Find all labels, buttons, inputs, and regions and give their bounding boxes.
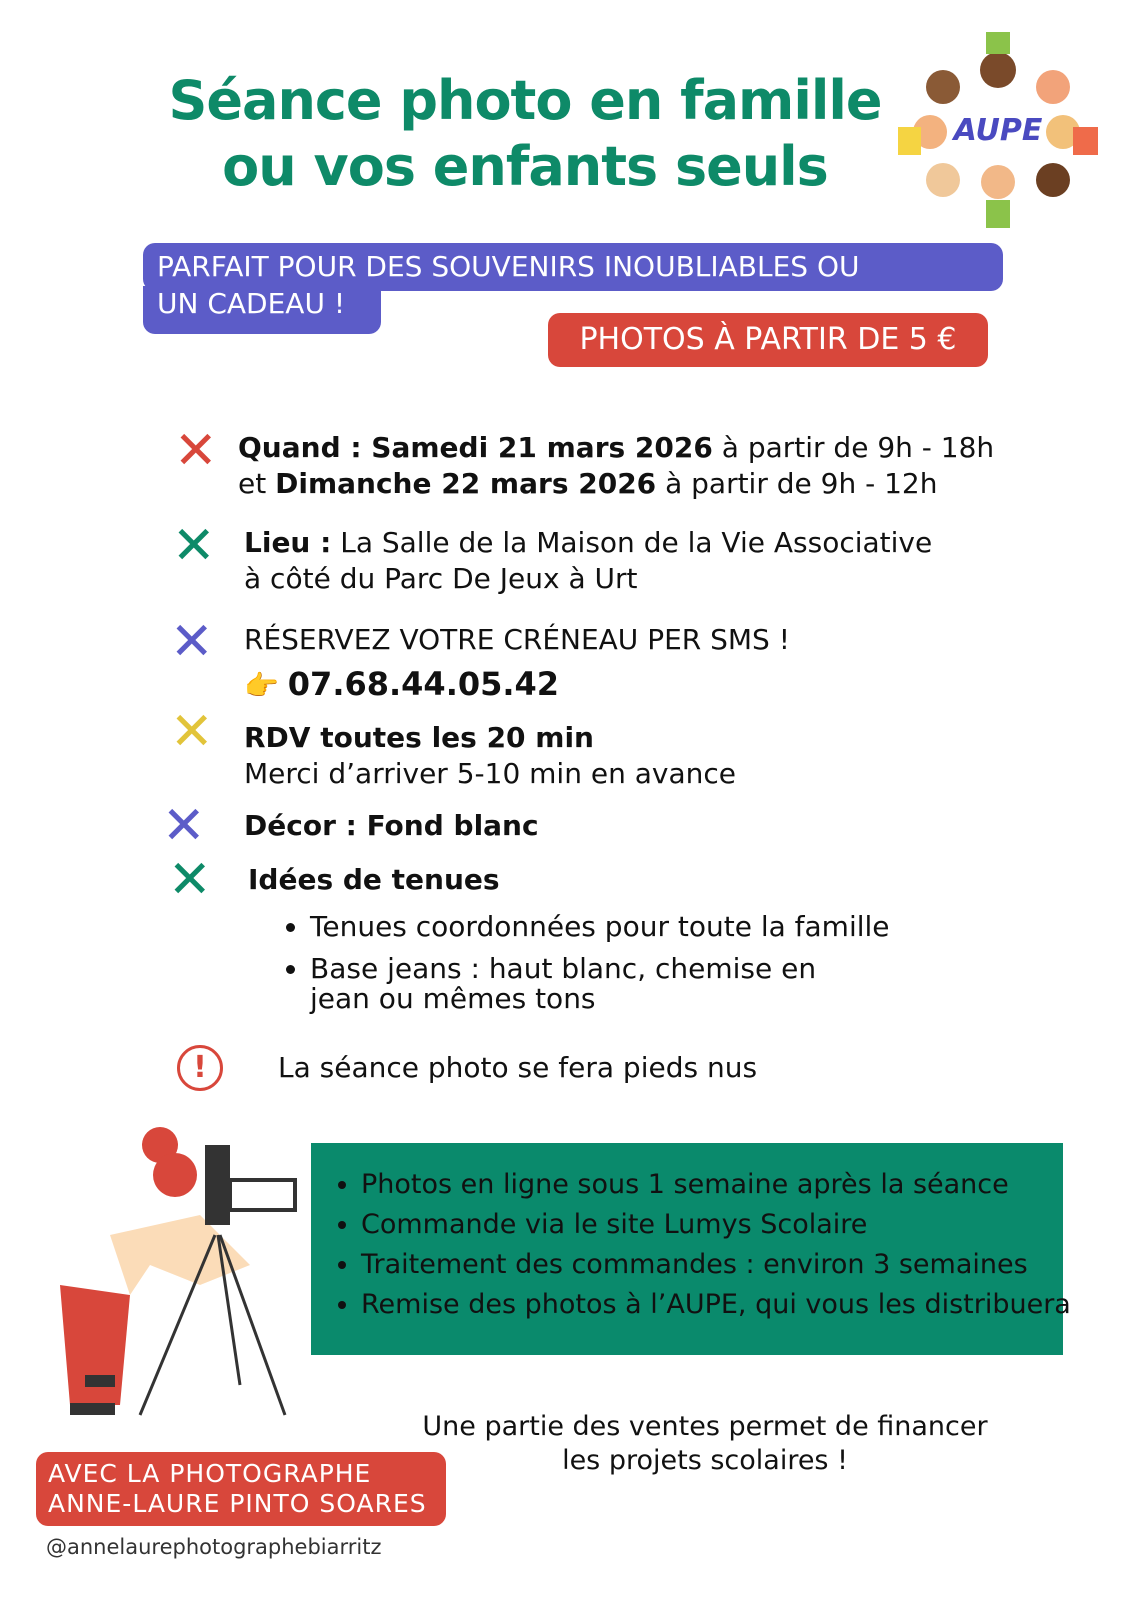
phone-number[interactable]: 07.68.44.05.42 [287,665,560,703]
cross-icon: ✕ [162,796,206,856]
title-line-1: Séance photo en famille [168,69,882,132]
title-line-2: ou vos enfants seuls [222,135,828,198]
banner-line-1: PARFAIT POUR DES SOUVENIRS INOUBLIABLES OU [143,243,1003,291]
reservation-info: RÉSERVEZ VOTRE CRÉNEAU PER SMS ! 👉 07.68.44.05.42 [244,623,790,703]
cross-icon: ✕ [170,702,214,762]
aupe-logo [898,32,1098,232]
cross-icon: ✕ [170,612,214,672]
pointing-hand-icon: 👉 [244,669,279,702]
instagram-handle[interactable]: @annelaurephotographebiarritz [46,1535,382,1559]
location-info: Lieu : La Salle de la Maison de la Vie Associative à côté du Parc De Jeux à Urt [244,526,933,595]
info-box: • Photos en ligne sous 1 semaine après la séance • Commande via le site Lumys Scolaire • Traitement des commandes : environ 3 semaines • Remise des photos à l’AUPE, qui vous les distribuera [311,1143,1063,1355]
outfit-title: Idées de tenues [248,863,500,896]
photographer-tag: AVEC LA PHOTOGRAPHE ANNE-LAURE PINTO SOARES [36,1452,446,1526]
cross-icon: ✕ [174,421,218,481]
funding-note: Une partie des ventes permet de financer les projets scolaires ! [422,1411,988,1476]
outfit-list: • Tenues coordonnées pour toute la famille • Base jeans : haut blanc, chemise en jean ou mêmes tons [280,912,830,1018]
photographer-illustration [50,1125,300,1435]
decor-info: Décor : Fond blanc [244,809,539,842]
price-badge: PHOTOS À PARTIR DE 5 € [548,313,988,367]
banner-line-2: UN CADEAU ! [143,286,381,334]
warning-icon: ! [177,1045,223,1091]
logo-text: AUPE [953,113,1043,148]
cross-icon: ✕ [172,516,216,576]
cross-icon: ✕ [168,850,212,910]
when-info: Quand : Samedi 21 mars 2026 à partir de 9h - 18h et Dimanche 22 mars 2026 à partir de 9h - 12h [238,431,995,500]
appointment-info: RDV toutes les 20 min Merci d’arriver 5-10 min en avance [244,721,736,790]
warning-text: La séance photo se fera pieds nus [278,1051,758,1084]
